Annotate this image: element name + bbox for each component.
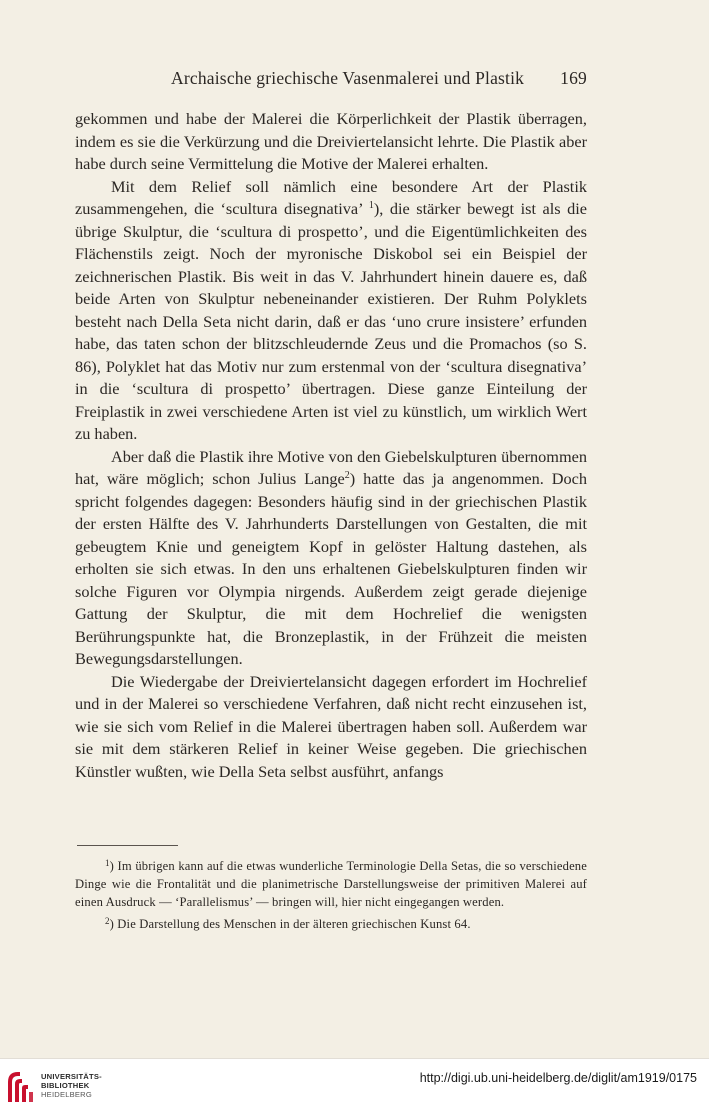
page-number: 169 <box>560 68 587 88</box>
footnote-marker: 2 <box>105 915 110 926</box>
footnotes <box>75 854 587 933</box>
footnote-ref-2[interactable]: 2 <box>344 470 350 481</box>
paragraph-2: Mit dem Relief soll nämlich eine besondere Art der Plastik zusammengehen, die ‘scultura disegnativa’ $^1$), die stärker bewegt ist als die übrige Skulptur, die ‘scultura di prospetto’, und die Eigentümlichkeiten des Flächenstils zeigt. Noch der myronische Diskobol sei ein Beispiel der zeichnerischen Plastik. Bis weit in das V. Jahrhundert hinein dauere es, daß beide Arten von Skulptur nebeneinander existieren. Der Ruhm Polyklets besteht nach Della Seta nicht darin, daß er das ‘uno crure insistere’ erfunden habe, das taten schon der blitzschleudernde Zeus und die Promachos (so S. 86), Polyklet hat das Motiv nur zum erstenmal von der ‘scultura disegnativa’ in die ‘scultura di prospetto’ übertragen. Diese ganze Einteilung der Freiplastik in zwei verschiedene Arten ist viel zu künstlich, um wirklich Wert zu haben. <box>75 176 587 443</box>
library-name: UNIVERSITÄTS- BIBLIOTHEK HEIDELBERG <box>41 1072 102 1100</box>
body-text <box>75 108 587 783</box>
running-header <box>75 66 587 90</box>
digitization-footer <box>0 1058 709 1113</box>
footnote-2: $^2$) Die Darstellung des Menschen in der älteren griechischen Kunst 64. <box>105 915 471 931</box>
footnote-divider <box>77 845 178 846</box>
running-title: Archaische griechische Vasenmalerei und Plastik <box>171 68 525 88</box>
footnote-1: $^1$) Im übrigen kann auf die etwas wunderliche Terminologie Della Setas, die so verschiedene Dinge wie die Frontalität und die planimetrische Darstellungsweise der primitiven Malerei auf einen Ausdruck — ‘Parallelismus’ — bringen will, hier nicht eingegangen werden. <box>75 858 587 910</box>
footnote-marker: 1 <box>105 858 110 868</box>
footnote-ref-1[interactable]: 1 <box>368 200 374 211</box>
paragraph-4: Die Wiedergabe der Dreiviertelansicht dagegen erfordert im Hochrelief und in der Malerei so verschiedene Verfahren, daß nicht recht einzusehen ist, wie sie sich vom Relief in die Malerei übertragen haben soll. Außerdem war sie mit dem stärkeren Relief in keiner Weise gegeben. Die griechischen Künstler wußten, wie Della Seta selbst ausführt, anfangs <box>75 671 587 781</box>
paragraph-3: Aber daß die Plastik ihre Motive von den Giebelskulpturen übernommen hat, wäre möglich; schon Julius Lange$^2$) hatte das ja angenommen. Doch spricht folgendes dagegen: Besonders häufig sind in der griechischen Plastik der ersten Hälfte des V. Jahrhunderts Darstellungen von Gestalten, die mit gebeugtem Knie und geneigtem Kopf in gelöster Haltung dastehen, als erholten sie sich etwas. In den uns erhaltenen Giebelskulpturen finden wir solche Figuren vor Olympia nirgends. Außerdem zeigt gerade diejenige Gattung der Skulptur, die mit dem Hochrelief die wenigsten Berührungspunkte hat, die Bronzeplastik, in der Frühzeit die meisten Bewegungsdarstellungen. <box>75 446 587 668</box>
permalink-link[interactable]: http://digi.ub.uni-heidelberg.de/diglit/am1919/0175 <box>419 1071 697 1085</box>
library-logo-icon[interactable] <box>4 1066 38 1106</box>
paragraph-1: gekommen und habe der Malerei die Körperlichkeit der Plastik überragen, indem es sie die Verkürzung und die Dreiviertelansicht lehrte. Die Plastik aber habe durch seine Vermittelung die Motive der Malerei erhalten. <box>75 109 587 173</box>
